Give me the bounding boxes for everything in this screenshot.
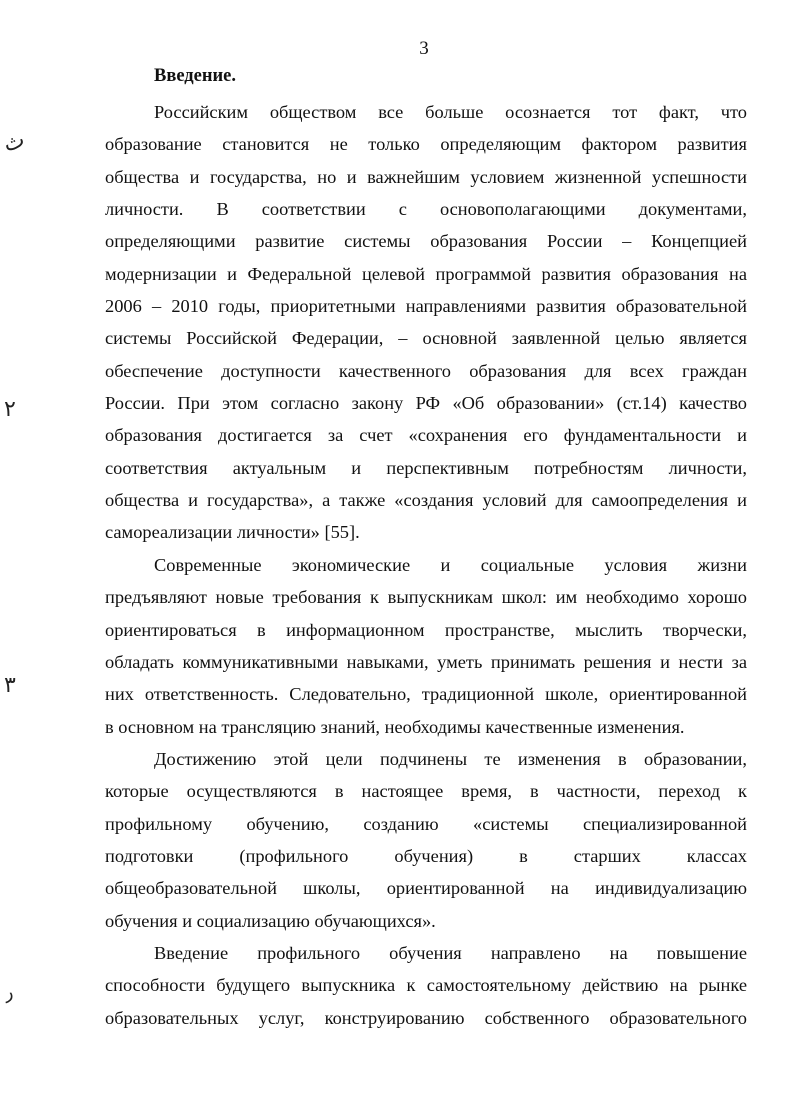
text-line: общества и государства, но и важнейшим условием жизненной успешности <box>105 166 747 187</box>
text-line: профильному обучению, созданию «системы специализированной <box>105 813 747 834</box>
text-line: которые осуществляются в настоящее время, в частности, переход к <box>105 781 747 802</box>
text-line: России. При этом согласно закону РФ «Об образовании» (ст.14) качество <box>105 393 747 414</box>
margin-handwritten-mark-1: ث <box>0 127 29 158</box>
text-line: них ответственность. Следовательно, традиционной школе, ориентированной <box>105 684 747 705</box>
text-line: общества и государства», а также «создания условий для самоопределения и <box>105 490 747 511</box>
margin-handwritten-mark-3: ۳ <box>4 673 16 698</box>
text-line: соответствия актуальным и перспективным потребностям личности, <box>105 457 747 478</box>
text-line: способности будущего выпускника к самостоятельному действию на рынке <box>105 975 747 996</box>
text-line: подготовки (профильного обучения) в старших классах <box>105 845 747 866</box>
text-line: образование становится не только определяющим фактором развития <box>105 134 747 155</box>
paragraph-2 <box>105 549 747 743</box>
text-line: Достижению этой цели подчинены те изменения в образовании, <box>154 748 747 769</box>
margin-handwritten-mark-2: ۲ <box>4 397 16 422</box>
paragraphs-container <box>105 96 747 1034</box>
text-line: 2006 – 2010 годы, приоритетными направлениями развития образовательной <box>105 296 747 317</box>
text-line: личности. В соответствии с основополагающими документами, <box>105 199 747 220</box>
page-number: 3 <box>419 38 429 59</box>
text-line: Введение профильного обучения направлено на повышение <box>154 942 747 963</box>
text-line: общеобразовательной школы, ориентированной на индивидуализацию <box>105 878 747 899</box>
margin-handwritten-mark-4: ﺭ <box>1 981 16 1004</box>
text-line: предъявляют новые требования к выпускникам школ: им необходимо хорошо <box>105 587 747 608</box>
text-column <box>105 64 747 1034</box>
text-line: системы Российской Федерации, – основной заявленной целью является <box>105 328 747 349</box>
paragraph-3 <box>105 743 747 937</box>
paragraph-1 <box>105 96 747 549</box>
text-line: самореализации личности» [55]. <box>105 522 360 543</box>
text-line: образовательных услуг, конструированию собственного образовательного <box>105 1007 747 1028</box>
text-line: образования достигается за счет «сохранения его фундаментальности и <box>105 425 747 446</box>
text-line: обладать коммуникативными навыками, уметь принимать решения и нести за <box>105 651 747 672</box>
paragraph-4 <box>105 937 747 1034</box>
text-line: обучения и социализацию обучающихся». <box>105 910 436 931</box>
text-line: Российским обществом все больше осознается тот факт, что <box>154 102 747 122</box>
text-line: в основном на трансляцию знаний, необходимы качественные изменения. <box>105 716 685 737</box>
text-line: модернизации и Федеральной целевой программой развития образования на <box>105 263 747 284</box>
text-line: определяющими развитие системы образования России – Концепцией <box>105 231 747 252</box>
text-line: ориентироваться в информационном пространстве, мыслить творчески, <box>105 619 747 640</box>
text-line: Современные экономические и социальные условия жизни <box>154 554 747 575</box>
section-heading: Введение. <box>154 66 237 86</box>
text-line: обеспечение доступности качественного образования для всех граждан <box>105 360 747 381</box>
